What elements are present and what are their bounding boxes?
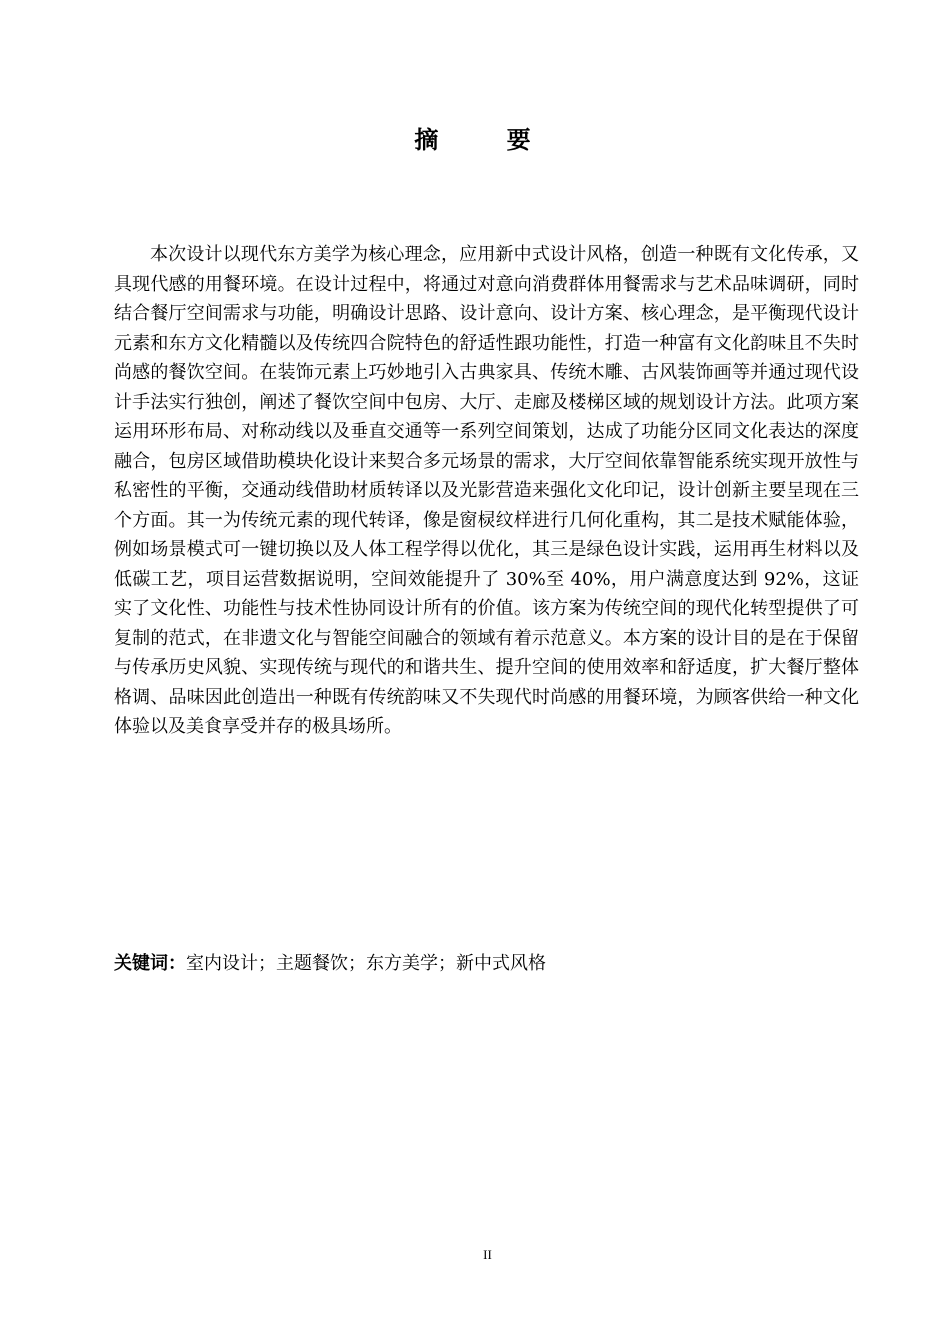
page-number: II xyxy=(483,1247,492,1262)
abstract-paragraph: 本次设计以现代东方美学为核心理念，应用新中式设计风格，创造一种既有文化传承，又具现代感的用餐环境。在设计过程中，将通过对意向消费群体用餐需求与艺术品味调研，同时结合餐厅空间需求与功能，明确设计思路、设计意向、设计方案、核心理念，是平衡现代设计元素和东方文化精髓以及传统四合院特色的舒适性跟功能性，打造一种富有文化韵味且不失时尚感的餐饮空间。在装饰元素上巧妙地引入古典家具、传统木雕、古风装饰画等并通过现代设计手法实行独创，阐述了餐饮空间中包房、大厅、走廊及楼梯区域的规划设计方法。此项方案运用环形布局、对称动线以及垂直交通等一系列空间策划，达成了功能分区同文化表达的深度融合，包房区域借助模块化设计来契合多元场景的需求，大厅空间依靠智能系统实现开放性与私密性的平衡，交通动线借助材质转译以及光影营造来强化文化印记，设计创新主要呈现在三个方面。其一为传统元素的现代转译，像是窗棂纹样进行几何化重构，其二是技术赋能体验，例如场景模式可一键切换以及人体工程学得以优化，其三是绿色设计实践，运用再生材料以及低碳工艺，项目运营数据说明，空间效能提升了 30%至 40%，用户满意度达到 92%，这证实了文化性、功能性与技术性协同设计所有的价值。该方案为传统空间的现代化转型提供了可复制的范式，在非遗文化与智能空间融合的领域有着示范意义。本方案的设计目的是在于保留与传承历史风貌、实现传统与现代的和谐共生、提升空间的使用效率和舒适度，扩大餐厅整体格调、品味因此创造出一种既有传统韵味又不失现代时尚感的用餐环境，为顾客供给一种文化体验以及美食享受并存的极具场所。 xyxy=(114,244,859,737)
keywords-line xyxy=(114,950,859,978)
page-title: 摘 要 xyxy=(414,126,561,154)
keywords-label: 关键词： xyxy=(114,953,186,974)
keywords-value: 室内设计；主题餐饮；东方美学；新中式风格 xyxy=(186,953,546,974)
